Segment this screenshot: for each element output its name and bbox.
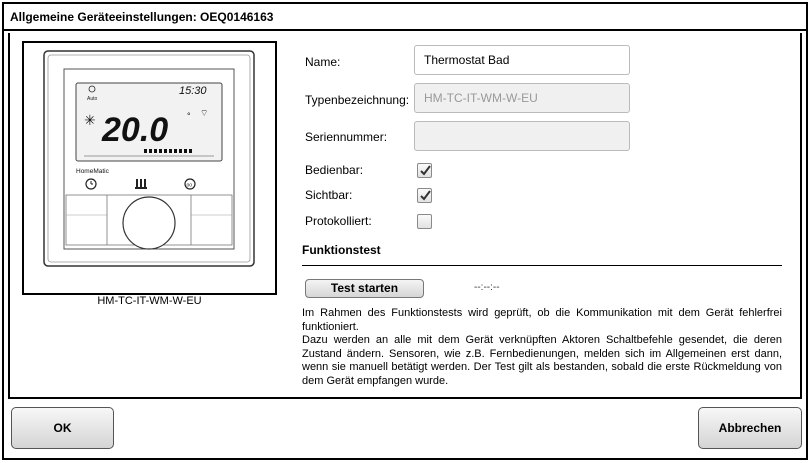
ok-button[interactable]: OK	[11, 407, 114, 449]
svg-text:oo: oo	[186, 182, 193, 189]
description-paragraph: Dazu werden an alle mit dem Gerät verknüpften Aktoren Schaltbefehle gesendet, die deren Zustand ändern. Sensoren, wie z.B. Fernbedienungen, melden sich im Allgemeinen erst dann, wenn sie manuell betätigt werden. Der Test gilt als bestanden, sobald die erste Rückmeldung von dem Gerät empfangen wurde.	[302, 334, 782, 387]
logged-label: Protokolliert:	[305, 214, 372, 228]
snowflake-icon: ✳	[84, 113, 96, 129]
device-settings-dialog	[2, 2, 808, 460]
name-input[interactable]: Thermostat Bad	[414, 45, 630, 75]
dialog-titlebar	[4, 4, 806, 31]
logged-checkbox[interactable]	[417, 214, 432, 229]
heater-icon	[135, 179, 147, 189]
display-time: 15:30	[179, 85, 207, 97]
operable-label: Bedienbar:	[305, 163, 364, 177]
description-paragraph: Im Rahmen des Funktionstests wird geprüft, ob die Kommunikation mit dem Gerät fehlerfrei funktioniert.	[302, 307, 782, 333]
control-wheel	[123, 197, 175, 249]
operable-checkbox[interactable]	[417, 163, 432, 178]
serial-label: Seriennummer:	[305, 130, 388, 144]
checkmark-icon	[419, 189, 432, 202]
function-test-title: Funktionstest	[302, 243, 381, 257]
brand-logo: HomeMatic	[76, 168, 109, 175]
test-status: --:--:--	[474, 282, 500, 293]
device-image	[24, 43, 275, 293]
signal-icon: ⌔	[200, 109, 209, 119]
type-label: Typenbezeichnung:	[305, 93, 410, 107]
checkmark-icon	[419, 164, 432, 177]
visible-checkbox[interactable]	[417, 188, 432, 203]
function-test-description	[302, 307, 782, 389]
display-mode: Auto	[87, 96, 98, 102]
dialog-title: Allgemeine Geräteeinstellungen: OEQ0146163	[10, 10, 274, 24]
cancel-button[interactable]: Abbrechen	[698, 407, 802, 449]
section-divider	[302, 265, 782, 266]
dialog-content	[8, 33, 802, 399]
type-input: HM-TC-IT-WM-W-EU	[414, 83, 630, 113]
display-temperature: 20.0	[102, 111, 169, 149]
svg-text:°: °	[187, 111, 191, 121]
serial-input	[414, 121, 630, 151]
start-test-button[interactable]: Test starten	[305, 279, 424, 298]
device-model-caption: HM-TC-IT-WM-W-EU	[97, 295, 202, 307]
name-label: Name:	[305, 55, 341, 69]
visible-label: Sichtbar:	[305, 188, 353, 202]
device-image-frame	[22, 41, 277, 295]
